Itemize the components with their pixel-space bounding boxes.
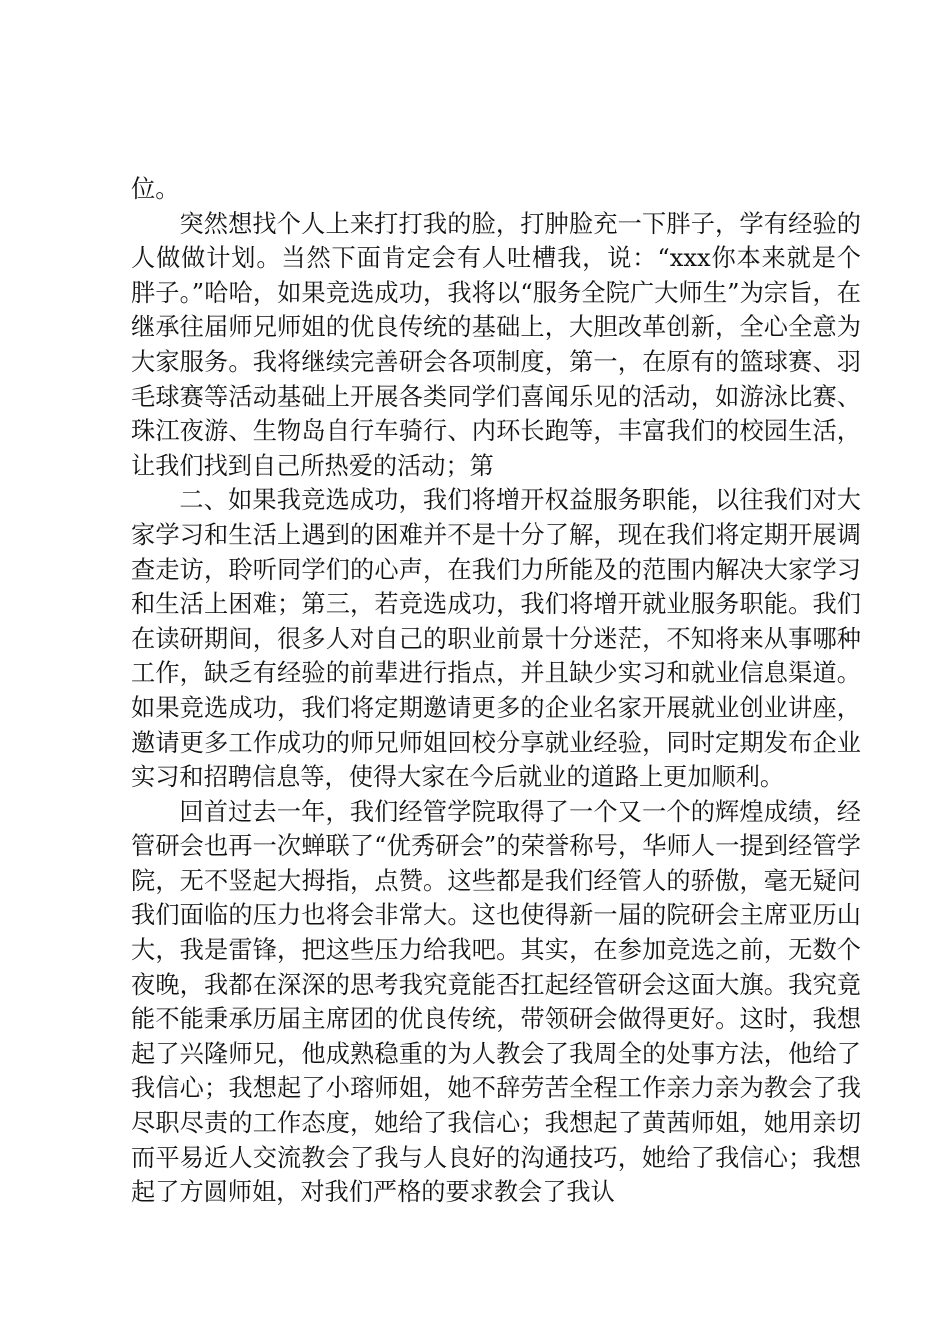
paragraph-4: 回首过去一年，我们经管学院取得了一个又一个的辉煌成绩，经管研会也再一次蝉联了“优秀研会”的荣誉称号，华师人一提到经管学院，无不竖起大拇指，点赞。这些都是我们经管人的骄傲，毫无疑问我们面临的压力也将会非常大。这也使得新一届的院研会主席亚历山大，我是雷锋，把这些压力给我吧。其实，在参加竞选之前，无数个夜晚，我都在深深的思考我究竟能否扛起经管研会这面大旗。我究竟能不能秉承历届主席团的优良传统，带领研会做得更好。这时，我想起了兴隆师兄，他成熟稳重的为人教会了我周全的处事方法，他给了我信心；我想起了小瑢师姐，她不辞劳苦全程工作亲力亲为教会了我尽职尽责的工作态度，她给了我信心；我想起了黄茜师姐，她用亲切而平易近人交流教会了我与人良好的沟通技巧，她给了我信心；我想起了方圆师姐，对我们严格的要求教会了我认 xyxy=(131,797,861,1207)
body-text xyxy=(131,172,861,1210)
paragraph-2: 突然想找个人上来打打我的脸，打肿脸充一下胖子，学有经验的人做做计划。当然下面肯定会有人吐槽我，说：“xxx你本来就是个胖子。”哈哈，如果竞选成功，我将以“服务全院广大师生”为宗旨，在继承往届师兄师姐的优良传统的基础上，大胆改革创新，全心全意为大家服务。我将继续完善研会各项制度，第一，在原有的篮球赛、羽毛球赛等活动基础上开展各类同学们喜闻乐见的活动，如游泳比赛、珠江夜游、生物岛自行车骑行、内环长跑等，丰富我们的校园生活，让我们找到自己所热爱的活动；第 xyxy=(131,209,861,480)
paragraph-1: 位。 xyxy=(131,175,180,203)
paragraph-3: 二、如果我竞选成功，我们将增开权益服务职能，以往我们对大家学习和生活上遇到的困难并不是十分了解，现在我们将定期开展调查走访，聆听同学们的心声，在我们力所能及的范围内解决大家学习和生活上困难；第三，若竞选成功，我们将增开就业服务职能。我们在读研期间，很多人对自己的职业前景十分迷茫，不知将来从事哪种工作，缺乏有经验的前辈进行指点，并且缺少实习和就业信息渠道。如果竞选成功，我们将定期邀请更多的企业名家开展就业创业讲座，邀请更多工作成功的师兄师姐回校分享就业经验，同时定期发布企业实习和招聘信息等，使得大家在今后就业的道路上更加顺利。 xyxy=(131,486,861,792)
